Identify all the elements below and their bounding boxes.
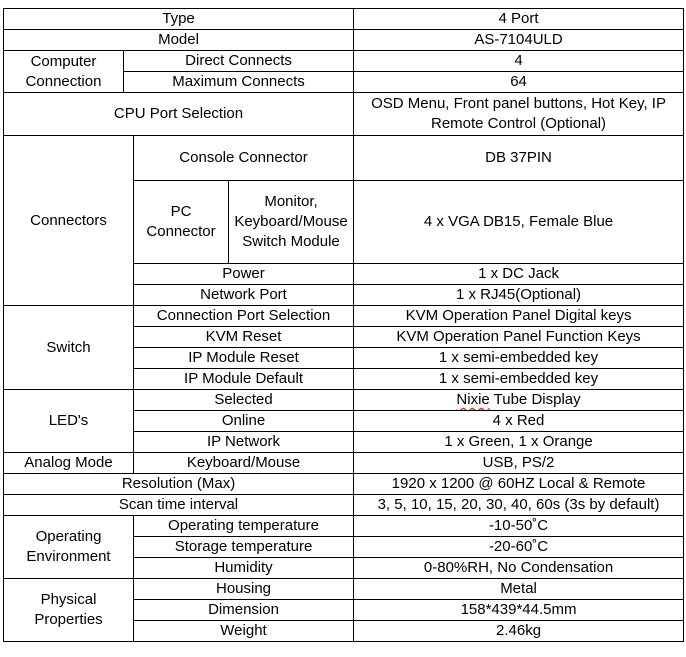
environment-group: Operating Environment bbox=[4, 516, 134, 579]
operating-temperature-label: Operating temperature bbox=[134, 516, 354, 537]
console-connector-label: Console Connector bbox=[134, 136, 354, 181]
analog-mode-group: Analog Mode bbox=[4, 453, 134, 474]
maximum-connects-value: 64 bbox=[354, 72, 684, 93]
storage-temperature-label: Storage temperature bbox=[134, 537, 354, 558]
row-led-selected bbox=[4, 390, 684, 411]
led-selected-value bbox=[354, 390, 684, 411]
maximum-connects-label: Maximum Connects bbox=[124, 72, 354, 93]
pc-connector-sublabel: Monitor, Keyboard/Mouse Switch Module bbox=[229, 181, 354, 264]
power-label: Power bbox=[134, 264, 354, 285]
power-value: 1 x DC Jack bbox=[354, 264, 684, 285]
cpu-port-label: CPU Port Selection bbox=[4, 93, 354, 136]
humidity-label: Humidity bbox=[134, 558, 354, 579]
row-operating-temperature bbox=[4, 516, 684, 537]
physical-group: Physical Properties bbox=[4, 579, 134, 642]
type-value: 4 Port bbox=[354, 9, 684, 30]
led-ip-network-value: 1 x Green, 1 x Orange bbox=[354, 432, 684, 453]
switch-group: Switch bbox=[4, 306, 134, 390]
model-value: AS-7104ULD bbox=[354, 30, 684, 51]
spec-table bbox=[3, 8, 684, 642]
direct-connects-label: Direct Connects bbox=[124, 51, 354, 72]
spellcheck-word: Nixie bbox=[456, 391, 490, 408]
weight-value: 2.46kg bbox=[354, 621, 684, 642]
network-port-label: Network Port bbox=[134, 285, 354, 306]
resolution-label: Resolution (Max) bbox=[4, 474, 354, 495]
row-direct-connects bbox=[4, 51, 684, 72]
port-selection-label: Connection Port Selection bbox=[134, 306, 354, 327]
row-connection-port-selection bbox=[4, 306, 684, 327]
ip-module-default-value: 1 x semi-embedded key bbox=[354, 369, 684, 390]
scan-time-label: Scan time interval bbox=[4, 495, 354, 516]
pc-connector-label: PC Connector bbox=[134, 181, 229, 264]
pc-connector-value: 4 x VGA DB15, Female Blue bbox=[354, 181, 684, 264]
operating-temperature-value: -10-50˚C bbox=[354, 516, 684, 537]
row-cpu-port-selection bbox=[4, 93, 684, 136]
humidity-value: 0-80%RH, No Condensation bbox=[354, 558, 684, 579]
led-online-label: Online bbox=[134, 411, 354, 432]
dimension-label: Dimension bbox=[134, 600, 354, 621]
analog-mode-label: Keyboard/Mouse bbox=[134, 453, 354, 474]
port-selection-value: KVM Operation Panel Digital keys bbox=[354, 306, 684, 327]
led-selected-value-rest: Tube Display bbox=[489, 391, 581, 408]
type-label: Type bbox=[4, 9, 354, 30]
cpu-port-value: OSD Menu, Front panel buttons, Hot Key, IP Remote Control (Optional) bbox=[354, 93, 684, 136]
analog-mode-value: USB, PS/2 bbox=[354, 453, 684, 474]
connectors-group: Connectors bbox=[4, 136, 134, 306]
computer-connection-group: Computer Connection bbox=[4, 51, 124, 93]
row-scan-time bbox=[4, 495, 684, 516]
housing-label: Housing bbox=[134, 579, 354, 600]
ip-module-reset-label: IP Module Reset bbox=[134, 348, 354, 369]
resolution-value: 1920 x 1200 @ 60HZ Local & Remote bbox=[354, 474, 684, 495]
scan-time-value: 3, 5, 10, 15, 20, 30, 40, 60s (3s by default) bbox=[354, 495, 684, 516]
row-type bbox=[4, 9, 684, 30]
row-console-connector bbox=[4, 136, 684, 181]
led-selected-label: Selected bbox=[134, 390, 354, 411]
console-connector-value: DB 37PIN bbox=[354, 136, 684, 181]
dimension-value: 158*439*44.5mm bbox=[354, 600, 684, 621]
ip-module-default-label: IP Module Default bbox=[134, 369, 354, 390]
ip-module-reset-value: 1 x semi-embedded key bbox=[354, 348, 684, 369]
kvm-reset-label: KVM Reset bbox=[134, 327, 354, 348]
kvm-reset-value: KVM Operation Panel Function Keys bbox=[354, 327, 684, 348]
row-housing bbox=[4, 579, 684, 600]
row-model bbox=[4, 30, 684, 51]
storage-temperature-value: -20-60˚C bbox=[354, 537, 684, 558]
weight-label: Weight bbox=[134, 621, 354, 642]
housing-value: Metal bbox=[354, 579, 684, 600]
led-ip-network-label: IP Network bbox=[134, 432, 354, 453]
row-analog-mode bbox=[4, 453, 684, 474]
leds-group: LED's bbox=[4, 390, 134, 453]
network-port-value: 1 x RJ45(Optional) bbox=[354, 285, 684, 306]
row-resolution bbox=[4, 474, 684, 495]
model-label: Model bbox=[4, 30, 354, 51]
led-online-value: 4 x Red bbox=[354, 411, 684, 432]
direct-connects-value: 4 bbox=[354, 51, 684, 72]
